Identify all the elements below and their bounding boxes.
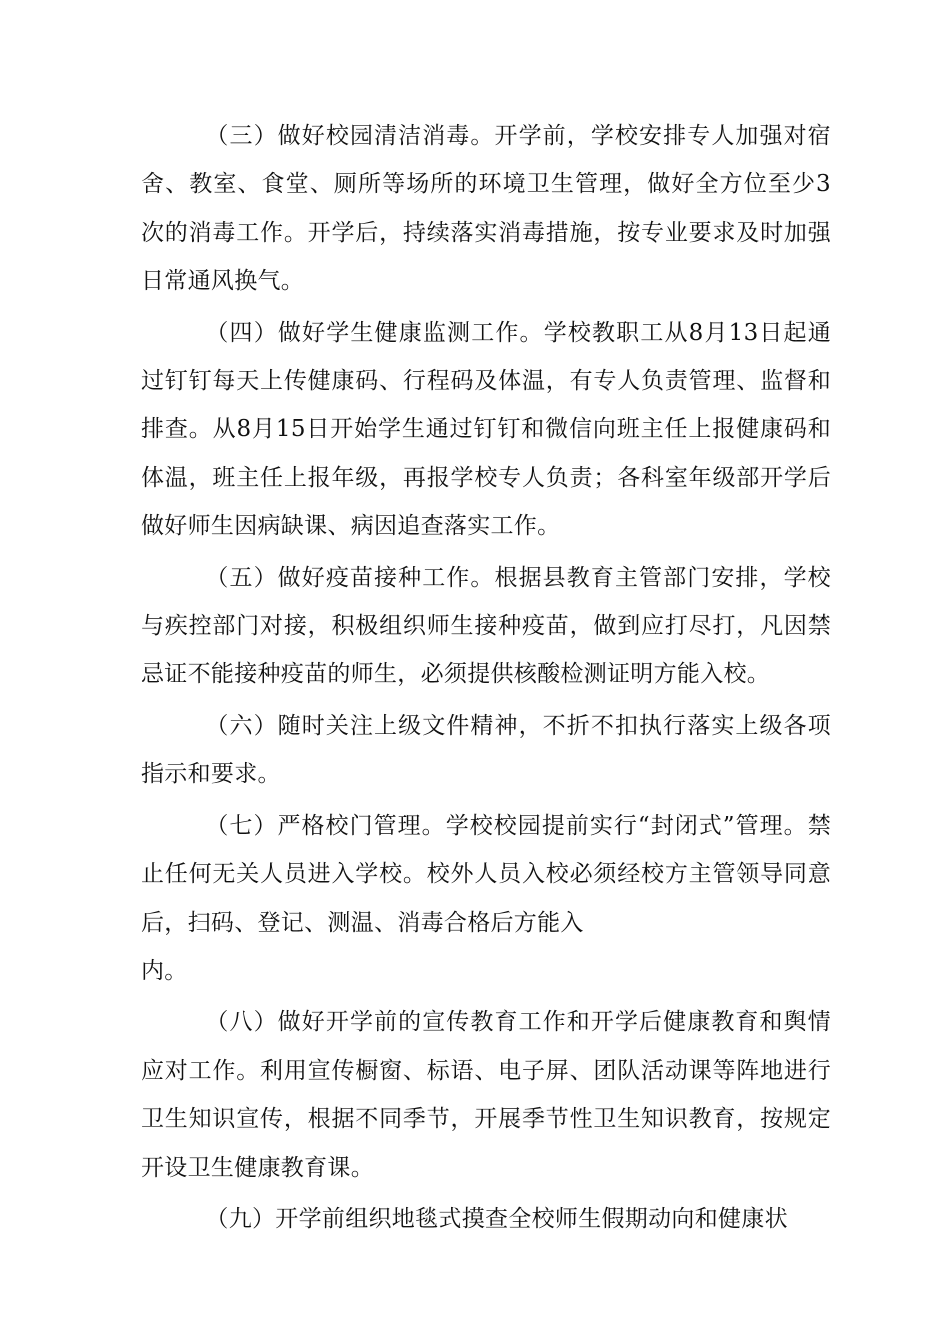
paragraph-8-health-education — [141, 998, 831, 1192]
paragraph-text: （五）做好疫苗接种工作。根据县教育主管部门安排，学校与疾控部门对接，积极组织师生接种疫苗，做到应打尽打，凡因禁忌证不能接种疫苗的师生，必须提供核酸检测证明方能入校。 — [141, 564, 831, 688]
paragraph-text: （六）随时关注上级文件精神，不折不扣执行落实上级各项指示和要求。 — [141, 712, 831, 788]
paragraph-text: （八）做好开学前的宣传教育工作和开学后健康教育和舆情应对工作。利用宣传橱窗、标语、电子屏、团队活动课等阵地进行卫生知识宣传，根据不同季节，开展季节性卫生知识教育，按规定开设卫生健康教育课。 — [141, 1009, 831, 1181]
paragraph-text: （七）严格校门管理。学校校园提前实行“封闭式”管理。禁止任何无关人员进入学校。校外人员入校必须经校方主管领导同意后，扫码、登记、测温、消毒合格后方能入 — [141, 812, 831, 936]
paragraph-text: （九）开学前组织地毯式摸查全校师生假期动向和健康状 — [205, 1205, 788, 1232]
paragraph-6-follow-directives — [141, 702, 831, 799]
paragraph-text: （四）做好学生健康监测工作。学校教职工从8月13日起通过钉钉每天上传健康码、行程码及体温，有专人负责管理、监督和排查。从8月15日开始学生通过钉钉和微信向班主任上报健康码和体温，班主任上报年级，再报学校专人负责；各科室年级部开学后做好师生因病缺课、病因追查落实工作。 — [141, 319, 831, 540]
paragraph-4-health-monitoring — [141, 309, 831, 551]
paragraph-7-gate-management — [141, 802, 831, 996]
paragraph-3-disinfection — [141, 112, 831, 306]
paragraph-9-survey — [141, 1195, 831, 1243]
document-body — [141, 112, 831, 1243]
paragraph-text: （三）做好校园清洁消毒。开学前，学校安排专人加强对宿舍、教室、食堂、厕所等场所的环境卫生管理，做好全方位至少3次的消毒工作。开学后，持续落实消毒措施，按专业要求及时加强日常通风换气。 — [141, 123, 831, 295]
paragraph-text-continued: 内。 — [141, 957, 188, 984]
paragraph-5-vaccination — [141, 554, 831, 699]
